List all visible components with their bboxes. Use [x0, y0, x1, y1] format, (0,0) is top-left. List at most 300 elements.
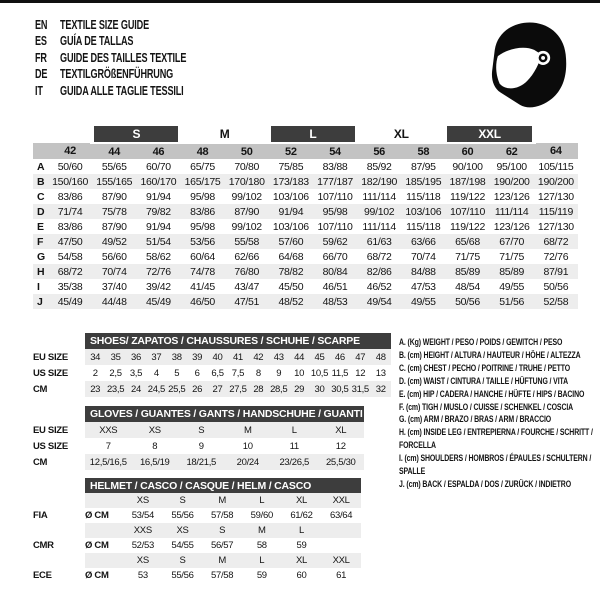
measurement-value: 170/180 [225, 174, 269, 189]
legend-item: E. (cm) HIP / CADERA / HANCHE / HÜFTE / HIPS / BACINO [399, 387, 585, 399]
measurement-value: 111/114 [362, 190, 396, 203]
size-value: XL [318, 422, 365, 438]
size-number: 48 [180, 143, 224, 159]
measurement-value: 54/58 [57, 250, 83, 263]
measurement-value: 55/58 [225, 234, 269, 249]
size-value: 34 [85, 349, 105, 365]
measurement-value: 127/130 [537, 190, 574, 203]
size-group-s: S [92, 126, 180, 143]
measurement-value: 87/90 [225, 204, 269, 219]
measurement-value: 66/70 [322, 250, 348, 263]
measurement-value: 48/53 [313, 294, 357, 309]
legend-item: G. (cm) ARM / BRAZO / BRAS / ARM / BRACCIO [399, 413, 552, 425]
size-value: 40 [207, 349, 227, 365]
size-value: 32 [370, 381, 391, 397]
measurement-value: 58/62 [146, 250, 171, 263]
row-key: E [37, 220, 44, 233]
measurement-value: 59/62 [313, 234, 357, 249]
measurement-value: 95/100 [496, 160, 527, 173]
measurement-value: 45/49 [48, 294, 92, 309]
measurement-value: 91/94 [146, 220, 171, 233]
size-value: XXS [85, 422, 132, 438]
helmet-value: 53 [137, 570, 148, 581]
measurement-value: 115/118 [406, 220, 441, 233]
measurement-value: 187/198 [445, 174, 489, 189]
measurement-value: 123/126 [493, 220, 530, 233]
racing-helmet-icon [489, 19, 567, 111]
helmet-size: M [242, 523, 282, 538]
measurement-value: 107/110 [445, 204, 489, 219]
size-number: 64 [534, 143, 578, 159]
row-key: B [33, 174, 48, 189]
row-key: D [33, 204, 48, 219]
size-value: 45 [309, 349, 329, 365]
helmet-size: XXS [123, 523, 163, 538]
helmet-value: 55/56 [171, 570, 194, 581]
language-title: GUÍA DE TALLAS [60, 33, 134, 49]
spacer-cell [33, 143, 48, 159]
measurement-value: 72/76 [136, 264, 180, 279]
helmet-value: 59 [296, 540, 307, 551]
measurement-value: 45/49 [136, 294, 180, 309]
size-number: 62 [490, 143, 534, 159]
measurement-value: 43/47 [234, 280, 260, 293]
measurement-value: 91/94 [146, 190, 171, 203]
spacer-cell [33, 493, 85, 508]
measurement-value: 79/82 [136, 204, 180, 219]
measurement-value: 91/94 [269, 204, 313, 219]
measurement-value: 107/110 [317, 190, 353, 203]
row-key: H [33, 264, 48, 279]
spacer-cell [33, 126, 92, 143]
measurement-value: 190/200 [490, 174, 534, 189]
measurement-value: 51/54 [136, 234, 180, 249]
row-label: CM [33, 456, 48, 468]
size-group-xxl: XXL [445, 126, 533, 143]
measurement-row [33, 264, 578, 279]
size-value: 30 [309, 381, 329, 397]
size-value: 7 [105, 440, 111, 452]
measurement-value: 123/126 [493, 190, 530, 203]
measurement-value: 85/92 [366, 160, 392, 173]
size-value: 10 [294, 367, 305, 379]
size-value: 38 [167, 349, 187, 365]
measurement-value: 63/66 [401, 234, 445, 249]
measurement-value: 185/195 [401, 174, 445, 189]
measurement-value: 115/119 [534, 204, 578, 219]
size-value: 18/21,5 [178, 454, 225, 470]
size-value: 13 [375, 367, 386, 379]
measurement-value: 177/187 [313, 174, 357, 189]
helmet-value: 59/60 [250, 510, 273, 521]
spacer-cell [85, 553, 123, 568]
spacer-cell [33, 478, 85, 493]
row-label: EU SIZE [33, 424, 68, 436]
size-value: 36 [126, 349, 146, 365]
standard-label: ECE [33, 570, 52, 581]
measurement-value: 173/183 [269, 174, 313, 189]
legend-item: A. (Kg) WEIGHT / PESO / POIDS / GEWITCH / PESO [399, 336, 563, 347]
legend-item: D. (cm) WAIST / CINTURA / TAILLE / HÜFTUNG / VITA [399, 374, 569, 386]
helmet-value: 56/57 [211, 540, 234, 551]
measurement-value: 107/110 [317, 220, 353, 233]
measurement-value: 119/122 [449, 220, 486, 233]
size-number: 44 [92, 143, 136, 159]
measurement-value: 35/38 [57, 280, 83, 293]
row-key: I [37, 280, 40, 293]
size-value: M [225, 422, 272, 438]
size-value: 46 [330, 349, 350, 365]
language-code: EN [35, 17, 48, 32]
size-group-xl: XL [357, 126, 445, 143]
size-value: 8 [152, 440, 158, 452]
measurement-value: 62/66 [234, 250, 260, 263]
helmet-value-row [33, 538, 361, 553]
helmet-size: M [202, 493, 242, 508]
measurement-row [33, 219, 578, 234]
helmet-size: S [163, 493, 203, 508]
diameter-unit: Ø CM [85, 510, 109, 521]
measurement-value: 64/68 [278, 250, 304, 263]
measurement-value: 115/118 [406, 190, 441, 203]
measurement-value: 103/106 [401, 204, 445, 219]
measurement-row [33, 204, 578, 219]
measurement-value: 65/75 [190, 160, 215, 173]
legend-item: F. (cm) TIGH / MUSLO / CUISSE / SCHENKEL / COSCIA [399, 400, 574, 412]
measurement-value: 83/86 [57, 220, 83, 233]
helmet-size: M [202, 553, 242, 568]
measurement-row [33, 234, 578, 249]
diameter-unit: Ø CM [85, 540, 109, 551]
measurement-value: 190/200 [534, 174, 578, 189]
measurement-value: 49/55 [499, 280, 525, 293]
measurement-value: 55/65 [101, 160, 127, 173]
size-value: 16,5/19 [132, 454, 179, 470]
measurement-value: 39/42 [146, 280, 171, 293]
measurement-value: 87/90 [101, 190, 127, 203]
measurement-value: 155/165 [92, 174, 136, 189]
size-value: 48 [370, 349, 391, 365]
legend-item: I. (cm) SHOULDERS / HOMBROS / ÉPAULES / SCHULTERN / SPALLE [399, 452, 592, 477]
measurement-value: 83/86 [57, 190, 83, 203]
legend-item: H. (cm) INSIDE LEG / ENTREPIERNA / FOURCHE / SCHRITT / FORCELLA [399, 426, 593, 451]
measurement-value: 71/75 [499, 250, 525, 263]
size-value: 5 [174, 367, 180, 379]
measurement-value: 111/114 [362, 220, 396, 233]
measurement-value: 50/60 [57, 160, 83, 173]
language-title: TEXTILGRÖßENFÜHRUNG [60, 66, 174, 82]
size-row [33, 438, 364, 454]
measurement-value: 95/98 [190, 190, 215, 203]
size-value: 23/26,5 [271, 454, 318, 470]
legend-item: C. (cm) CHEST / PECHO / POITRINE / TRUHE / PETTO [399, 361, 571, 373]
row-label: CM [33, 383, 48, 395]
helmet-value-row [33, 568, 361, 583]
spacer-cell [534, 126, 578, 143]
size-number: 60 [445, 143, 489, 159]
size-value: 6 [194, 367, 200, 379]
size-value: XS [132, 422, 179, 438]
top-border-line [0, 0, 600, 3]
size-value: 24,5 [146, 381, 166, 397]
helmet-size-header-row [33, 553, 361, 568]
helmet-size: L [242, 553, 282, 568]
measurement-value: 51/56 [490, 294, 534, 309]
measurement-value: 37/40 [101, 280, 127, 293]
measurement-value: 165/175 [180, 174, 224, 189]
measurement-value: 60/70 [146, 160, 171, 173]
measurement-value: 46/51 [322, 280, 348, 293]
helmet-value: 61 [336, 570, 347, 581]
helmet-value: 59 [256, 570, 267, 581]
size-value: 47 [350, 349, 370, 365]
helmet-value: 58 [256, 540, 267, 551]
measurement-value: 61/63 [357, 234, 401, 249]
section-title-row [33, 333, 391, 349]
gloves-size-table [33, 406, 364, 470]
measurement-value: 78/82 [269, 264, 313, 279]
measurement-value: 95/98 [190, 220, 215, 233]
size-number: 46 [136, 143, 180, 159]
measurement-value: 87/91 [534, 264, 578, 279]
size-value: 35 [105, 349, 125, 365]
spacer-cell [33, 523, 85, 538]
size-value: 43 [269, 349, 289, 365]
section-title: GLOVES / GUANTES / GANTS / HANDSCHUHE / GUANTI [85, 406, 364, 422]
size-value: 42 [248, 349, 268, 365]
size-value: 2 [92, 367, 98, 379]
size-number: 42 [48, 143, 92, 159]
size-value: 24 [126, 381, 146, 397]
size-value: 10 [242, 440, 253, 452]
size-value: 7,5 [231, 367, 245, 379]
size-value: 44 [289, 349, 309, 365]
measurement-value: 99/102 [231, 190, 262, 203]
size-row [33, 422, 364, 438]
measurement-value: 80/84 [313, 264, 357, 279]
size-value: 12,5/16,5 [85, 454, 132, 470]
measurement-value: 99/102 [231, 220, 262, 233]
size-value: 11,5 [331, 367, 349, 379]
size-value: 12 [335, 440, 346, 452]
helmet-value: 55/56 [171, 510, 194, 521]
measurement-value: 99/102 [357, 204, 401, 219]
helmet-size: XS [163, 523, 203, 538]
size-value: 9 [276, 367, 282, 379]
helmet-value: 61/62 [290, 510, 313, 521]
size-value: 29 [289, 381, 309, 397]
language-code: ES [35, 33, 47, 49]
measurement-row [33, 294, 578, 309]
measurement-value: 57/60 [269, 234, 313, 249]
measurement-value: 103/106 [272, 190, 309, 203]
measurement-value: 160/170 [136, 174, 180, 189]
helmet-size: S [202, 523, 242, 538]
measurement-value: 65/68 [445, 234, 489, 249]
measurement-row [33, 189, 578, 204]
size-value: 12 [355, 367, 366, 379]
size-number: 58 [401, 143, 445, 159]
size-value: 8 [255, 367, 261, 379]
measurement-value: 47/53 [410, 280, 436, 293]
helmet-value: 57/58 [211, 510, 234, 521]
size-value: 28 [248, 381, 268, 397]
measurement-value: 46/52 [366, 280, 392, 293]
measurement-value: 119/122 [449, 190, 486, 203]
measurement-row [33, 159, 578, 174]
measurement-row [33, 249, 578, 264]
size-value: 6,5 [211, 367, 224, 379]
helmet-size: XXL [321, 553, 361, 568]
measurement-value: 87/95 [410, 160, 436, 173]
helmet-value [321, 538, 361, 553]
helmet-size-header-row [33, 523, 361, 538]
size-value: 27 [207, 381, 227, 397]
size-value: 41 [228, 349, 248, 365]
helmet-size: S [163, 553, 203, 568]
size-value: 2,5 [109, 367, 122, 379]
measurement-value: 41/45 [190, 280, 215, 293]
size-row [33, 349, 391, 365]
helmet-size-table [33, 478, 361, 583]
legend-item: B. (cm) HEIGHT / ALTURA / HAUTEUR / HÖHE / ALTEZZA [399, 348, 581, 360]
measurement-value: 83/86 [180, 204, 224, 219]
row-key: F [33, 234, 48, 249]
measurement-value: 48/54 [455, 280, 480, 293]
measurement-value: 75/85 [278, 160, 304, 173]
shoes-size-table [33, 333, 391, 397]
size-value: 9 [198, 440, 204, 452]
size-group-m: M [180, 126, 268, 143]
size-value: 25,5/30 [318, 454, 365, 470]
section-title-row [33, 406, 364, 422]
measurement-value: 90/100 [452, 160, 483, 173]
row-key: A [37, 160, 45, 173]
measurement-value: 111/114 [490, 204, 534, 219]
spacer-cell [33, 333, 85, 349]
measurement-value: 49/54 [357, 294, 401, 309]
measurement-value: 48/52 [269, 294, 313, 309]
measurement-value: 68/72 [366, 250, 392, 263]
measurement-value: 85/89 [445, 264, 489, 279]
measurement-value: 150/160 [48, 174, 92, 189]
measurement-value: 68/72 [48, 264, 92, 279]
measurement-value: 70/74 [92, 264, 136, 279]
size-value: 4 [153, 367, 159, 379]
language-title: TEXTILE SIZE GUIDE [60, 17, 149, 32]
measurement-value: 75/78 [92, 204, 136, 219]
helmet-size: XXL [321, 493, 361, 508]
size-value: S [178, 422, 225, 438]
size-row [33, 381, 391, 397]
size-number: 56 [357, 143, 401, 159]
spacer-cell [85, 493, 123, 508]
measurement-value: 85/89 [490, 264, 534, 279]
size-group-row [33, 126, 578, 143]
diameter-unit: Ø CM [85, 570, 109, 581]
helmet-value-row [33, 508, 361, 523]
language-title: GUIDE DES TAILLES TEXTILE [60, 49, 187, 65]
measurement-value: 47/50 [48, 234, 92, 249]
measurement-value: 95/98 [313, 204, 357, 219]
size-value: 27,5 [228, 381, 248, 397]
measurement-value: 47/51 [225, 294, 269, 309]
helmet-size [321, 523, 361, 538]
measurement-value: 53/56 [180, 234, 224, 249]
size-number-row [33, 143, 578, 159]
size-value: 28,5 [269, 381, 289, 397]
spacer-cell [85, 523, 123, 538]
textile-size-table [33, 126, 578, 309]
helmet-size: XL [282, 553, 322, 568]
helmet-value: 53/54 [131, 510, 154, 521]
helmet-size: XS [123, 493, 163, 508]
row-label: US SIZE [33, 440, 68, 452]
row-key: G [37, 250, 45, 263]
section-title: SHOES/ ZAPATOS / CHAUSSURES / SCHUHE / SCARPE [85, 333, 391, 349]
size-group-l: L [269, 126, 357, 143]
helmet-size: XL [282, 493, 322, 508]
language-code: DE [35, 66, 48, 82]
measurement-value: 74/78 [180, 264, 224, 279]
measurement-value: 70/74 [410, 250, 436, 263]
measurement-value: 50/56 [445, 294, 489, 309]
helmet-size: L [282, 523, 322, 538]
measurement-row [33, 279, 578, 294]
measurement-value: 103/106 [272, 220, 309, 233]
legend-item: J. (cm) BACK / ESPALDA / DOS / ZURÜCK / INDIETRO [399, 477, 571, 489]
row-label: US SIZE [33, 367, 68, 379]
measurement-value: 71/75 [455, 250, 480, 263]
size-value: 39 [187, 349, 207, 365]
measurement-value: 127/130 [537, 220, 574, 233]
size-number: 54 [313, 143, 357, 159]
size-row [33, 365, 391, 381]
section-title: HELMET / CASCO / CASQUE / HELM / CASCO [85, 478, 361, 493]
helmet-value: 63/64 [330, 510, 353, 521]
measurement-value: 60/64 [190, 250, 215, 263]
language-code: FR [35, 49, 47, 65]
measurement-value: 71/74 [48, 204, 92, 219]
measurement-value: 49/52 [92, 234, 136, 249]
helmet-size-header-row [33, 493, 361, 508]
measurement-value: 83/88 [322, 160, 348, 173]
measurement-value: 56/60 [101, 250, 127, 263]
measurement-value: 70/80 [234, 160, 260, 173]
spacer-cell [33, 406, 85, 422]
helmet-value: 60 [296, 570, 307, 581]
size-value: 30,5 [330, 381, 350, 397]
helmet-size: XS [123, 553, 163, 568]
measurement-value: 72/76 [543, 250, 569, 263]
language-code: IT [35, 82, 43, 98]
size-value: 37 [146, 349, 166, 365]
helmet-value: 57/58 [211, 570, 234, 581]
measurement-value: 84/88 [401, 264, 445, 279]
size-value: 10,5 [310, 367, 329, 379]
section-title-row [33, 478, 361, 493]
standard-label: FIA [33, 510, 48, 521]
measurement-value: 105/115 [538, 160, 574, 173]
size-value: 3,5 [129, 367, 143, 379]
measurement-value: 49/55 [401, 294, 445, 309]
measurement-legend [399, 336, 597, 491]
size-number: 52 [269, 143, 313, 159]
measurement-value: 50/56 [543, 280, 569, 293]
measurement-value: 82/86 [357, 264, 401, 279]
size-value: 31,5 [350, 381, 370, 397]
measurement-value: 87/90 [101, 220, 127, 233]
